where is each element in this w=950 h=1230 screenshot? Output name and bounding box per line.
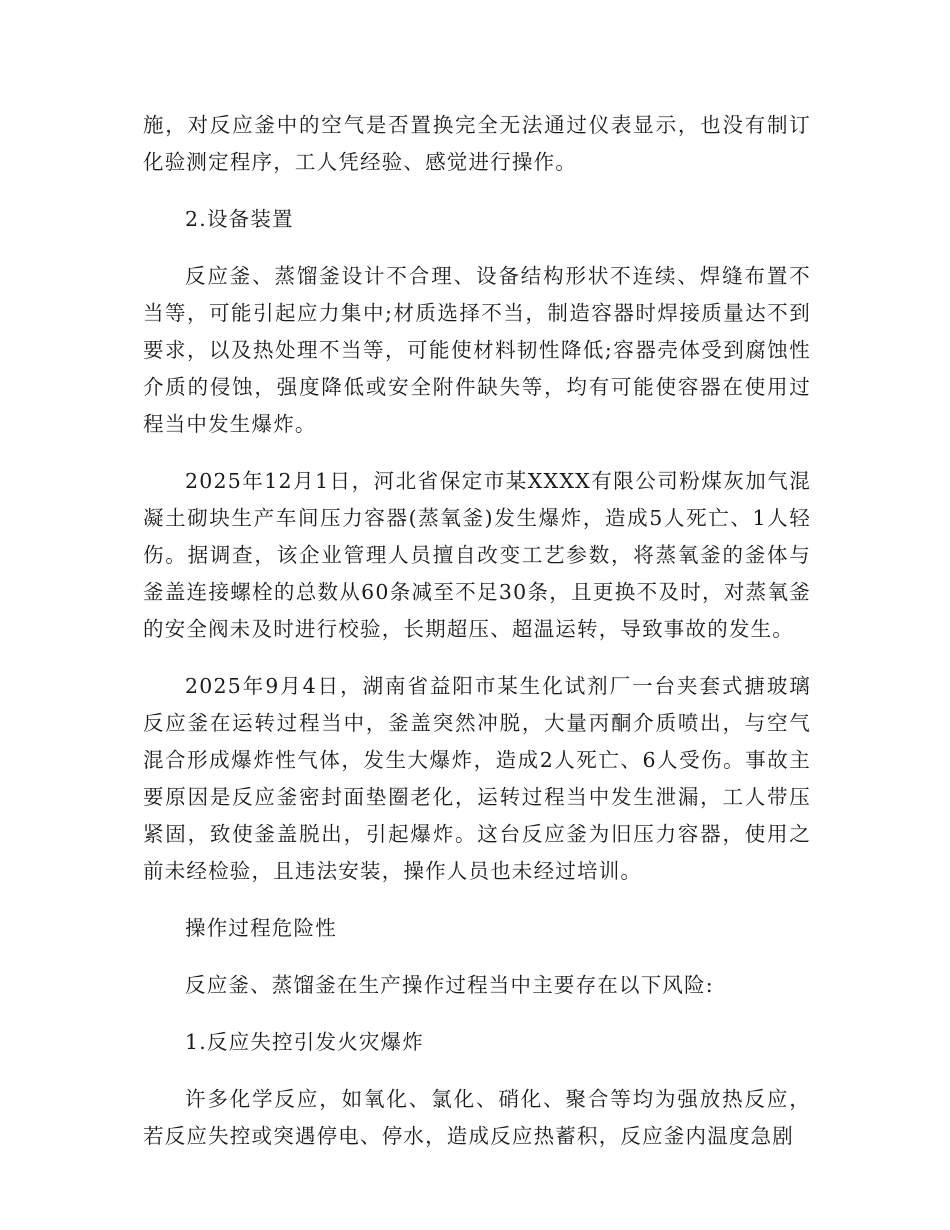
paragraph-continuation: 施，对反应釜中的空气是否置换完全无法通过仪表显示，也没有制订化验测定程序，工人凭经验、感觉进行操作。 xyxy=(143,113,811,174)
section-heading-equipment: 2.设备装置 xyxy=(185,207,294,231)
paragraph-case-yiyang: 2025年9月4日，湖南省益阳市某生化试剂厂一台夹套式搪玻璃反应釜在运转过程当中，釜盖突然冲脱，大量丙酮介质喷出，与空气混合形成爆炸性气体，发生大爆炸，造成2人死亡、6人受伤。事故主要原因是反应釜密封面垫圈老化，运转过程当中发生泄漏，工人带压紧固，致使釜盖脱出，引起爆炸。这台反应釜为旧压力容器，使用之前未经检验，且违法安装，操作人员也未经过培训。 xyxy=(143,674,811,883)
document-body xyxy=(143,107,811,1175)
paragraph-exothermic-reactions: 许多化学反应，如氧化、氯化、硝化、聚合等均为强放热反应，若反应失控或突遇停电、停水，造成反应热蓄积，反应釜内温度急剧 xyxy=(143,1087,811,1148)
section-heading-operation-hazards: 操作过程危险性 xyxy=(185,916,337,940)
paragraph-case-baoding: 2025年12月1日，河北省保定市某XXXX有限公司粉煤灰加气混凝土砌块生产车间压力容器(蒸氧釜)发生爆炸，造成5人死亡、1人轻伤。据调查，该企业管理人员擅自改变工艺参数，将蒸氧釜的釜体与釜盖连接螺栓的总数从60条减至不足30条，且更换不及时，对蒸氧釜的安全阀未及时进行校验，长期超压、超温运转，导致事故的发生。 xyxy=(143,469,811,641)
paragraph-equipment-risks: 反应釜、蒸馏釜设计不合理、设备结构形状不连续、焊缝布置不当等，可能引起应力集中;材质选择不当，制造容器时焊接质量达不到要求，以及热处理不当等，可能使材料韧性降低;容器壳体受到腐蚀性介质的侵蚀，强度降低或安全附件缺失等，均有可能使容器在使用过程当中发生爆炸。 xyxy=(143,264,811,436)
paragraph-operation-risks-intro: 反应釜、蒸馏釜在生产操作过程当中主要存在以下风险: xyxy=(185,973,714,997)
section-heading-reaction-runaway: 1.反应失控引发火灾爆炸 xyxy=(185,1030,424,1054)
